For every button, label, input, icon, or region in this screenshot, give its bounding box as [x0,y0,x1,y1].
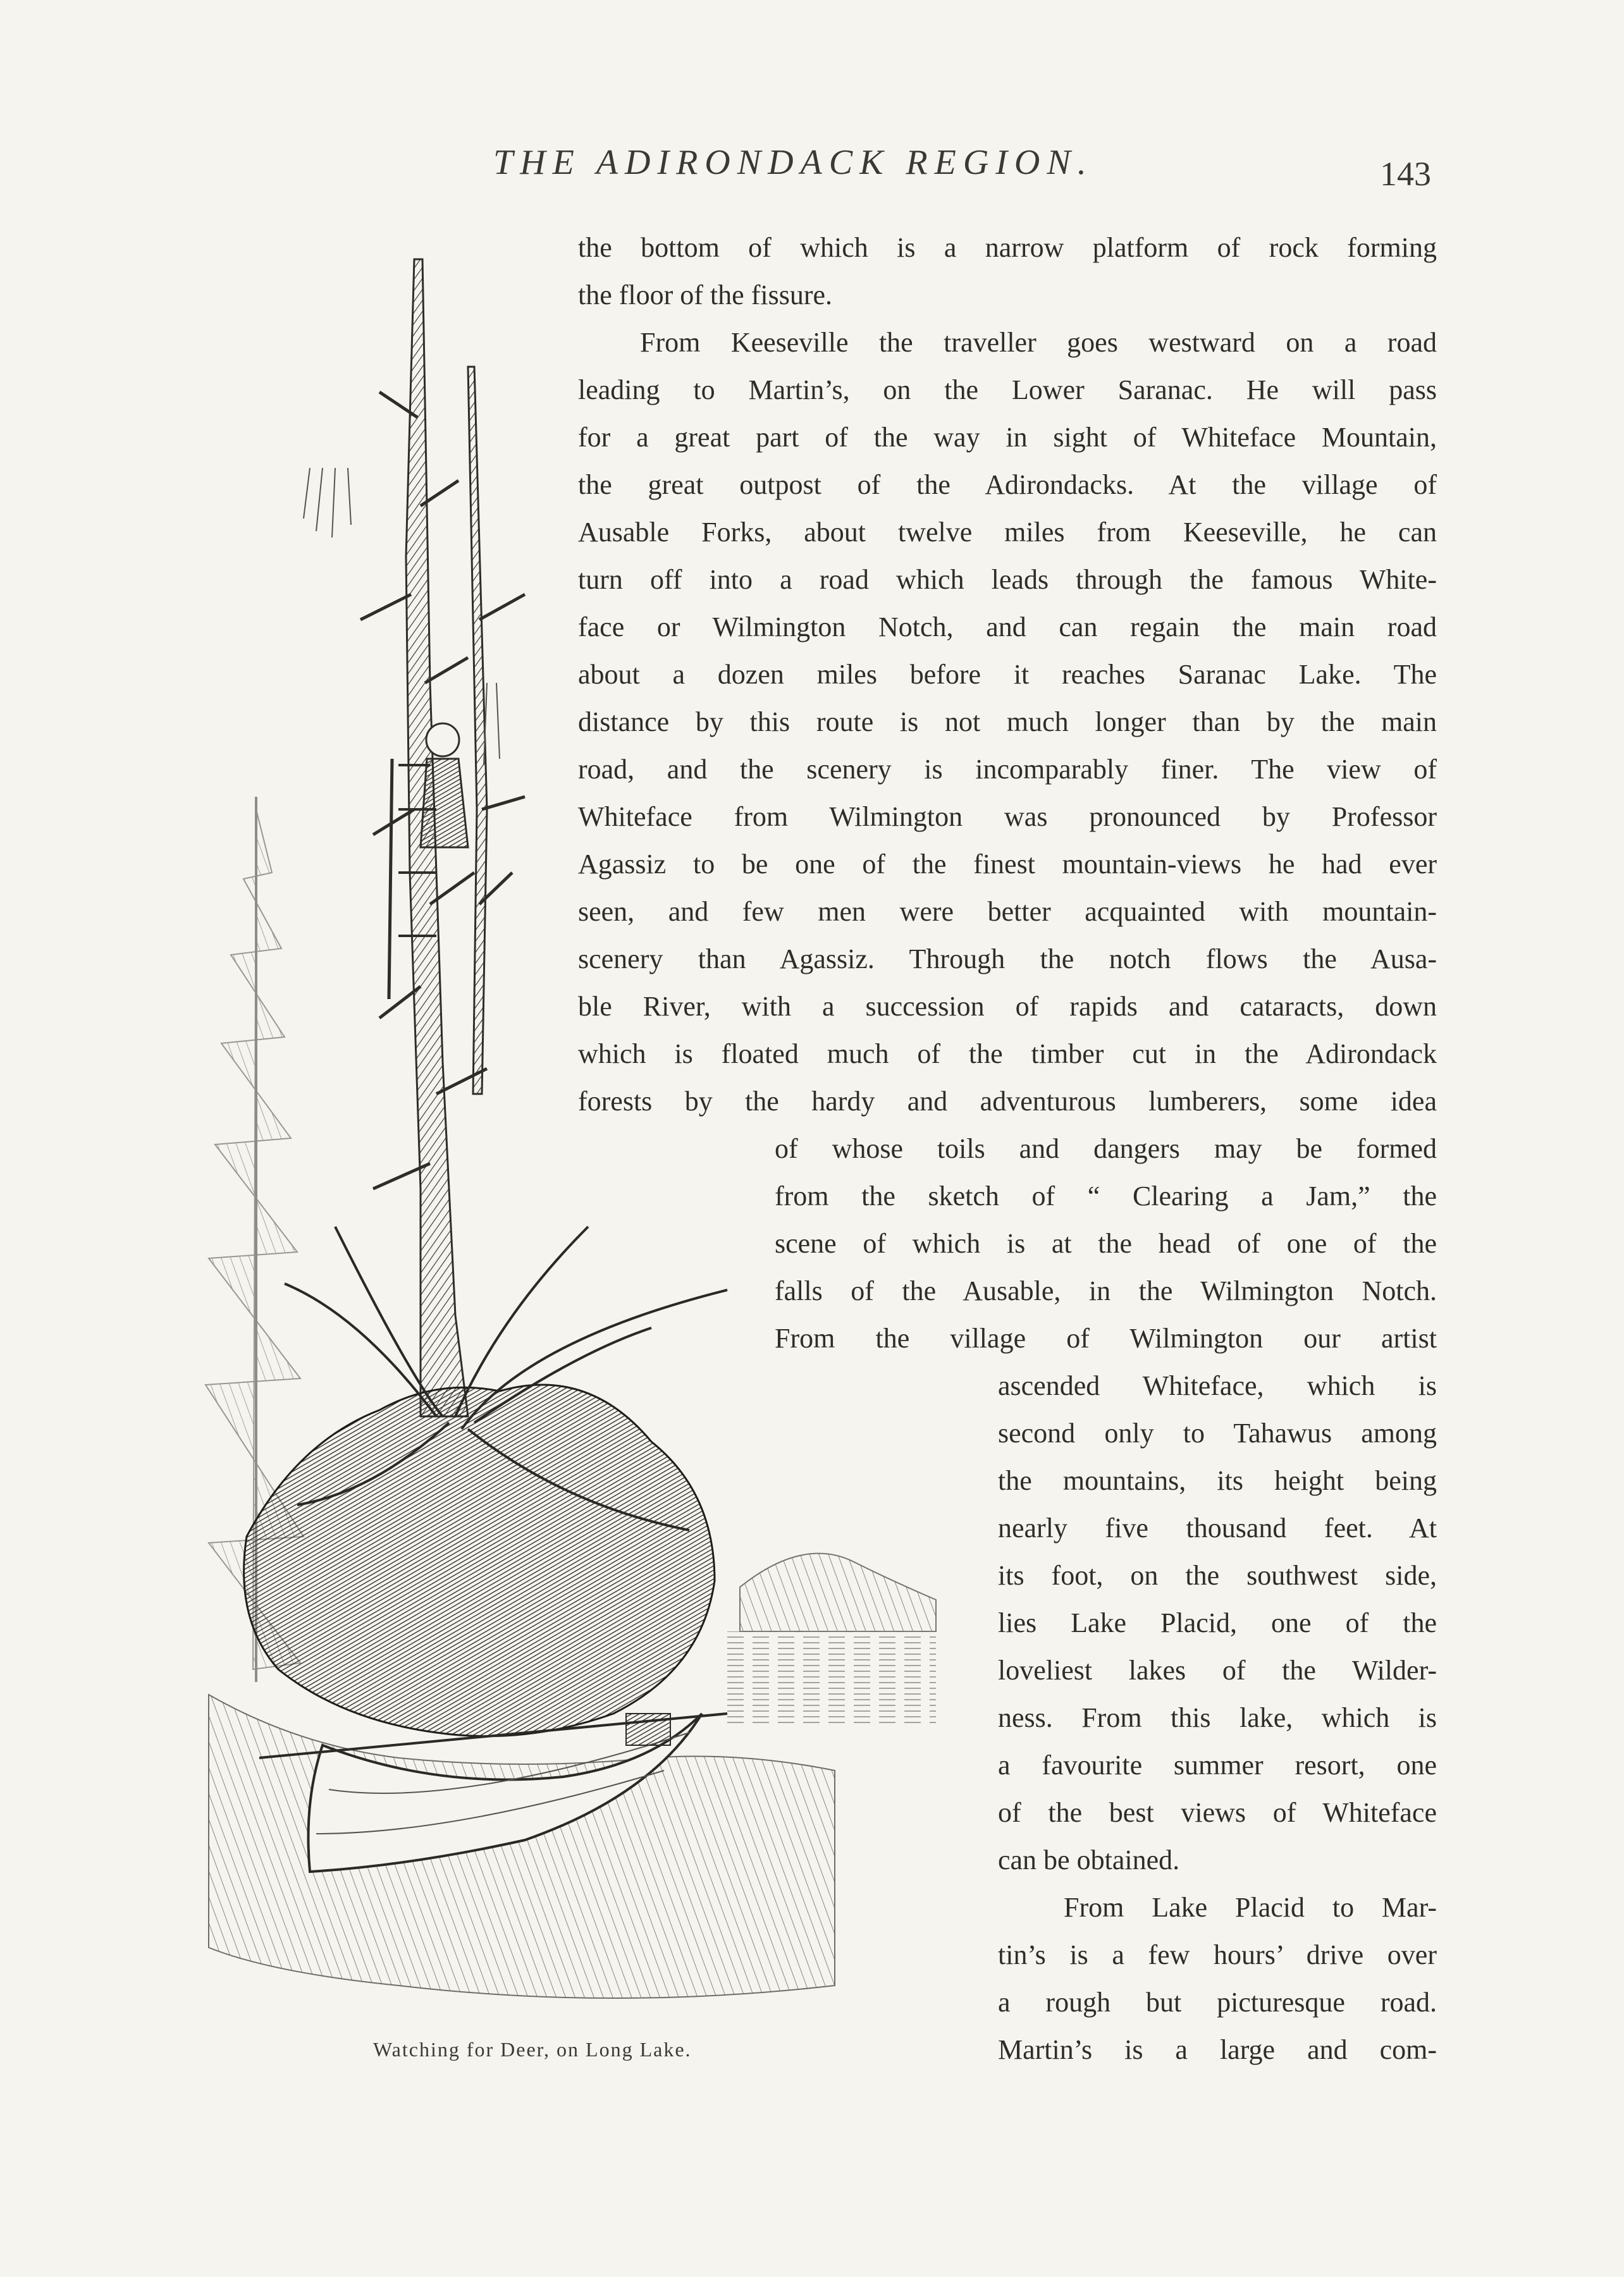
page-number: 143 [1380,155,1431,193]
text-line: the floor of the fissure. [578,279,832,310]
text-line: distance by this route is not much longer than by the main [578,706,1437,737]
text-line: a favourite summer resort, one [998,1750,1437,1781]
text-line: of whose toils and dangers may be formed [775,1133,1437,1164]
text-line: for a great part of the way in sight of Whiteface Mountain, [578,422,1437,453]
text-line: can be obtained. [998,1844,1180,1875]
text-line: which is floated much of the timber cut in the Adirondack [578,1038,1437,1069]
text-line: the mountains, its height being [998,1465,1437,1496]
text-line: ascended Whiteface, which is [998,1370,1437,1401]
text-line: of the best views of Whiteface [998,1797,1437,1828]
text-line: face or Wilmington Notch, and can regain the main road [578,611,1437,642]
text-line: forests by the hardy and adventurous lumberers, some idea [578,1086,1437,1117]
illustration-caption: Watching for Deer, on Long Lake. [373,2038,692,2061]
text-line: turn off into a road which leads through the famous White- [578,564,1437,595]
text-line: the great outpost of the Adirondacks. At the village of [578,469,1437,500]
text-line: second only to Tahawus among [998,1418,1437,1449]
text-line: about a dozen miles before it reaches Saranac Lake. The [578,659,1437,690]
text-line: Ausable Forks, about twelve miles from Keeseville, he can [578,517,1437,548]
text-line: From Keeseville the traveller goes westward on a road [640,327,1437,358]
text-line: a rough but picturesque road. [998,1987,1437,2018]
text-line: Martin’s is a large and com- [998,2034,1437,2065]
text-line: Whiteface from Wilmington was pronounced by Professor [578,801,1437,832]
text-line: seen, and few men were better acquainted with mountain- [578,896,1437,927]
text-line: From the village of Wilmington our artist [775,1323,1437,1354]
running-head: THE ADIRONDACK REGION. [493,143,1093,182]
text-line: falls of the Ausable, in the Wilmington Notch. [775,1275,1437,1306]
text-line: From Lake Placid to Mar- [1064,1892,1437,1923]
text-line: ness. From this lake, which is [998,1702,1437,1733]
text-line: Agassiz to be one of the finest mountain-views he had ever [578,849,1437,880]
text-line: the bottom of which is a narrow platform of rock forming [578,232,1437,263]
text-line: scenery than Agassiz. Through the notch flows the Ausa- [578,943,1437,974]
text-line: road, and the scenery is incomparably finer. The view of [578,754,1437,785]
text-line: nearly five thousand feet. At [998,1513,1437,1544]
text-line: ble River, with a succession of rapids and cataracts, down [578,991,1437,1022]
text-line: tin’s is a few hours’ drive over [998,1939,1437,1970]
text-line: loveliest lakes of the Wilder- [998,1655,1437,1686]
text-line: leading to Martin’s, on the Lower Saranac. He will pass [578,374,1437,405]
text-line: its foot, on the southwest side, [998,1560,1437,1591]
text-line: lies Lake Placid, one of the [998,1607,1437,1638]
text-line: scene of which is at the head of one of the [775,1228,1437,1259]
text-line: from the sketch of “ Clearing a Jam,” the [775,1181,1437,1212]
